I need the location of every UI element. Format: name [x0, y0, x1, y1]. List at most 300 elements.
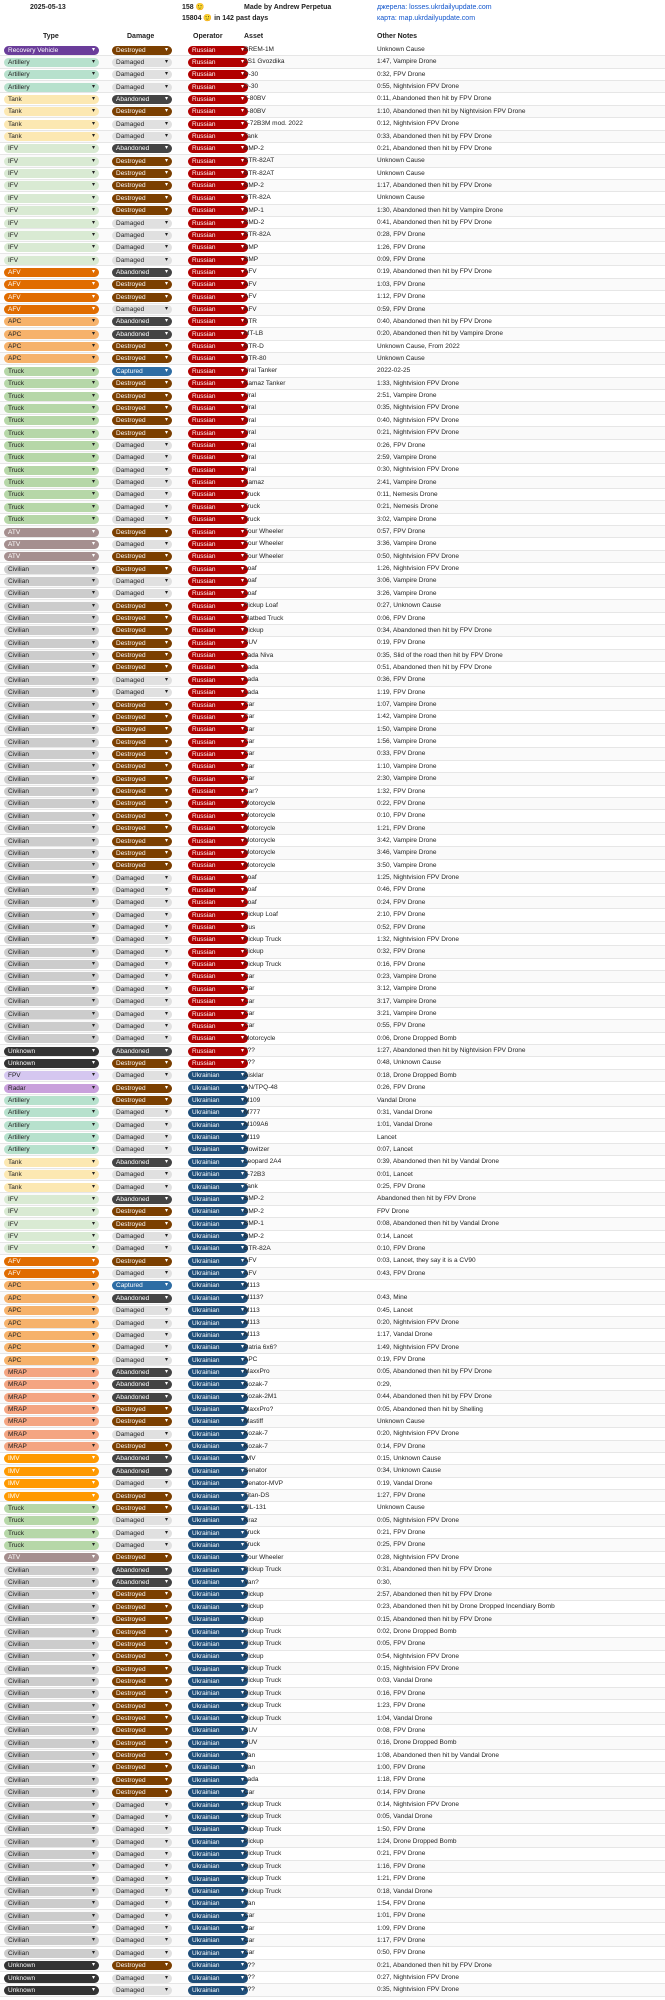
operator-dropdown[interactable]: Ukrainian ▾ [188, 1467, 248, 1476]
damage-dropdown[interactable]: Damaged ▾ [112, 1986, 172, 1995]
damage-dropdown[interactable]: Damaged ▾ [112, 1306, 172, 1315]
operator-dropdown[interactable]: Russian ▾ [188, 46, 248, 55]
type-dropdown[interactable]: Truck ▾ [4, 429, 99, 438]
operator-dropdown[interactable]: Russian ▾ [188, 874, 248, 883]
type-dropdown[interactable]: Civilian ▾ [4, 1010, 99, 1019]
type-dropdown[interactable]: APC ▾ [4, 1306, 99, 1315]
damage-dropdown[interactable]: Damaged ▾ [112, 132, 172, 141]
type-dropdown[interactable]: ATV ▾ [4, 1553, 99, 1562]
damage-dropdown[interactable]: Damaged ▾ [112, 1170, 172, 1179]
type-dropdown[interactable]: Unknown ▾ [4, 1059, 99, 1068]
damage-dropdown[interactable]: Destroyed ▾ [112, 1257, 172, 1266]
type-dropdown[interactable]: Tank ▾ [4, 132, 99, 141]
operator-dropdown[interactable]: Russian ▾ [188, 132, 248, 141]
type-dropdown[interactable]: Truck ▾ [4, 404, 99, 413]
type-dropdown[interactable]: Civilian ▾ [4, 972, 99, 981]
operator-dropdown[interactable]: Russian ▾ [188, 898, 248, 907]
operator-dropdown[interactable]: Ukrainian ▾ [188, 1899, 248, 1908]
type-dropdown[interactable]: Civilian ▾ [4, 565, 99, 574]
damage-dropdown[interactable]: Destroyed ▾ [112, 1590, 172, 1599]
damage-dropdown[interactable]: Damaged ▾ [112, 960, 172, 969]
damage-dropdown[interactable]: Damaged ▾ [112, 1010, 172, 1019]
type-dropdown[interactable]: Truck ▾ [4, 367, 99, 376]
operator-dropdown[interactable]: Russian ▾ [188, 651, 248, 660]
damage-dropdown[interactable]: Destroyed ▾ [112, 528, 172, 537]
damage-dropdown[interactable]: Destroyed ▾ [112, 1961, 172, 1970]
type-dropdown[interactable]: Truck ▾ [4, 392, 99, 401]
type-dropdown[interactable]: Tank ▾ [4, 1158, 99, 1167]
sources-link[interactable]: джерела: losses.ukrdailyupdate.com [377, 4, 492, 11]
operator-dropdown[interactable]: Russian ▾ [188, 120, 248, 129]
damage-dropdown[interactable]: Destroyed ▾ [112, 1652, 172, 1661]
operator-dropdown[interactable]: Ukrainian ▾ [188, 1665, 248, 1674]
damage-dropdown[interactable]: Damaged ▾ [112, 1974, 172, 1983]
operator-dropdown[interactable]: Ukrainian ▾ [188, 1628, 248, 1637]
operator-dropdown[interactable]: Ukrainian ▾ [188, 1936, 248, 1945]
type-dropdown[interactable]: Civilian ▾ [4, 725, 99, 734]
operator-dropdown[interactable]: Russian ▾ [188, 602, 248, 611]
type-dropdown[interactable]: Civilian ▾ [4, 1652, 99, 1661]
type-dropdown[interactable]: ATV ▾ [4, 540, 99, 549]
type-dropdown[interactable]: Unknown ▾ [4, 1047, 99, 1056]
damage-dropdown[interactable]: Destroyed ▾ [112, 1492, 172, 1501]
damage-dropdown[interactable]: Damaged ▾ [112, 1430, 172, 1439]
type-dropdown[interactable]: AFV ▾ [4, 293, 99, 302]
operator-dropdown[interactable]: Ukrainian ▾ [188, 1825, 248, 1834]
type-dropdown[interactable]: IFV ▾ [4, 243, 99, 252]
operator-dropdown[interactable]: Ukrainian ▾ [188, 1590, 248, 1599]
operator-dropdown[interactable]: Ukrainian ▾ [188, 1170, 248, 1179]
type-dropdown[interactable]: Civilian ▾ [4, 1776, 99, 1785]
damage-dropdown[interactable]: Damaged ▾ [112, 911, 172, 920]
operator-dropdown[interactable]: Russian ▾ [188, 305, 248, 314]
operator-dropdown[interactable]: Ukrainian ▾ [188, 1158, 248, 1167]
type-dropdown[interactable]: Civilian ▾ [4, 1726, 99, 1735]
damage-dropdown[interactable]: Destroyed ▾ [112, 799, 172, 808]
operator-dropdown[interactable]: Russian ▾ [188, 713, 248, 722]
damage-dropdown[interactable]: Damaged ▾ [112, 1022, 172, 1031]
damage-dropdown[interactable]: Damaged ▾ [112, 453, 172, 462]
damage-dropdown[interactable]: Destroyed ▾ [112, 342, 172, 351]
damage-dropdown[interactable]: Destroyed ▾ [112, 1677, 172, 1686]
damage-dropdown[interactable]: Destroyed ▾ [112, 181, 172, 190]
damage-dropdown[interactable]: Destroyed ▾ [112, 552, 172, 561]
operator-dropdown[interactable]: Russian ▾ [188, 663, 248, 672]
type-dropdown[interactable]: Civilian ▾ [4, 1875, 99, 1884]
damage-dropdown[interactable]: Damaged ▾ [112, 1232, 172, 1241]
damage-dropdown[interactable]: Damaged ▾ [112, 256, 172, 265]
type-dropdown[interactable]: Civilian ▾ [4, 713, 99, 722]
damage-dropdown[interactable]: Destroyed ▾ [112, 1059, 172, 1068]
damage-dropdown[interactable]: Abandoned ▾ [112, 317, 172, 326]
damage-dropdown[interactable]: Abandoned ▾ [112, 1047, 172, 1056]
type-dropdown[interactable]: IFV ▾ [4, 181, 99, 190]
operator-dropdown[interactable]: Ukrainian ▾ [188, 1850, 248, 1859]
type-dropdown[interactable]: IFV ▾ [4, 206, 99, 215]
operator-dropdown[interactable]: Russian ▾ [188, 676, 248, 685]
type-dropdown[interactable]: Unknown ▾ [4, 1986, 99, 1995]
operator-dropdown[interactable]: Russian ▾ [188, 923, 248, 932]
type-dropdown[interactable]: Civilian ▾ [4, 1838, 99, 1847]
operator-dropdown[interactable]: Ukrainian ▾ [188, 1912, 248, 1921]
type-dropdown[interactable]: IFV ▾ [4, 1232, 99, 1241]
damage-dropdown[interactable]: Destroyed ▾ [112, 1640, 172, 1649]
operator-dropdown[interactable]: Russian ▾ [188, 256, 248, 265]
damage-dropdown[interactable]: Destroyed ▾ [112, 1504, 172, 1513]
damage-dropdown[interactable]: Damaged ▾ [112, 1244, 172, 1253]
type-dropdown[interactable]: Civilian ▾ [4, 923, 99, 932]
damage-dropdown[interactable]: Damaged ▾ [112, 515, 172, 524]
type-dropdown[interactable]: APC ▾ [4, 1319, 99, 1328]
type-dropdown[interactable]: Artillery ▾ [4, 1121, 99, 1130]
damage-dropdown[interactable]: Damaged ▾ [112, 1924, 172, 1933]
damage-dropdown[interactable]: Destroyed ▾ [112, 354, 172, 363]
damage-dropdown[interactable]: Damaged ▾ [112, 1319, 172, 1328]
operator-dropdown[interactable]: Russian ▾ [188, 194, 248, 203]
operator-dropdown[interactable]: Ukrainian ▾ [188, 1417, 248, 1426]
operator-dropdown[interactable]: Ukrainian ▾ [188, 1553, 248, 1562]
type-dropdown[interactable]: Truck ▾ [4, 503, 99, 512]
operator-dropdown[interactable]: Russian ▾ [188, 379, 248, 388]
operator-dropdown[interactable]: Ukrainian ▾ [188, 1319, 248, 1328]
type-dropdown[interactable]: Truck ▾ [4, 416, 99, 425]
operator-dropdown[interactable]: Russian ▾ [188, 231, 248, 240]
damage-dropdown[interactable]: Destroyed ▾ [112, 762, 172, 771]
type-dropdown[interactable]: Truck ▾ [4, 466, 99, 475]
damage-dropdown[interactable]: Destroyed ▾ [112, 614, 172, 623]
damage-dropdown[interactable]: Damaged ▾ [112, 58, 172, 67]
damage-dropdown[interactable]: Destroyed ▾ [112, 1084, 172, 1093]
type-dropdown[interactable]: Truck ▾ [4, 515, 99, 524]
operator-dropdown[interactable]: Russian ▾ [188, 948, 248, 957]
operator-dropdown[interactable]: Russian ▾ [188, 416, 248, 425]
operator-dropdown[interactable]: Russian ▾ [188, 466, 248, 475]
operator-dropdown[interactable]: Ukrainian ▾ [188, 1615, 248, 1624]
operator-dropdown[interactable]: Russian ▾ [188, 367, 248, 376]
type-dropdown[interactable]: Artillery ▾ [4, 70, 99, 79]
operator-dropdown[interactable]: Russian ▾ [188, 775, 248, 784]
operator-dropdown[interactable]: Russian ▾ [188, 342, 248, 351]
operator-dropdown[interactable]: Russian ▾ [188, 577, 248, 586]
operator-dropdown[interactable]: Russian ▾ [188, 268, 248, 277]
operator-dropdown[interactable]: Ukrainian ▾ [188, 1454, 248, 1463]
damage-dropdown[interactable]: Destroyed ▾ [112, 1603, 172, 1612]
type-dropdown[interactable]: Civilian ▾ [4, 911, 99, 920]
type-dropdown[interactable]: Civilian ▾ [4, 1813, 99, 1822]
operator-dropdown[interactable]: Russian ▾ [188, 107, 248, 116]
damage-dropdown[interactable]: Damaged ▾ [112, 1529, 172, 1538]
operator-dropdown[interactable]: Russian ▾ [188, 83, 248, 92]
type-dropdown[interactable]: AFV ▾ [4, 1269, 99, 1278]
type-dropdown[interactable]: Civilian ▾ [4, 1825, 99, 1834]
damage-dropdown[interactable]: Damaged ▾ [112, 243, 172, 252]
damage-dropdown[interactable]: Damaged ▾ [112, 1541, 172, 1550]
damage-dropdown[interactable]: Damaged ▾ [112, 898, 172, 907]
operator-dropdown[interactable]: Ukrainian ▾ [188, 1281, 248, 1290]
type-dropdown[interactable]: Civilian ▾ [4, 1603, 99, 1612]
operator-dropdown[interactable]: Russian ▾ [188, 219, 248, 228]
operator-dropdown[interactable]: Ukrainian ▾ [188, 1603, 248, 1612]
operator-dropdown[interactable]: Russian ▾ [188, 1022, 248, 1031]
type-dropdown[interactable]: MRAP ▾ [4, 1442, 99, 1451]
type-dropdown[interactable]: Civilian ▾ [4, 651, 99, 660]
type-dropdown[interactable]: AFV ▾ [4, 280, 99, 289]
operator-dropdown[interactable]: Ukrainian ▾ [188, 1689, 248, 1698]
operator-dropdown[interactable]: Russian ▾ [188, 354, 248, 363]
operator-dropdown[interactable]: Russian ▾ [188, 849, 248, 858]
operator-dropdown[interactable]: Ukrainian ▾ [188, 1442, 248, 1451]
operator-dropdown[interactable]: Russian ▾ [188, 280, 248, 289]
operator-dropdown[interactable]: Russian ▾ [188, 206, 248, 215]
operator-dropdown[interactable]: Russian ▾ [188, 528, 248, 537]
type-dropdown[interactable]: Truck ▾ [4, 490, 99, 499]
operator-dropdown[interactable]: Russian ▾ [188, 429, 248, 438]
damage-dropdown[interactable]: Destroyed ▾ [112, 738, 172, 747]
operator-dropdown[interactable]: Ukrainian ▾ [188, 1504, 248, 1513]
operator-dropdown[interactable]: Russian ▾ [188, 750, 248, 759]
damage-dropdown[interactable]: Destroyed ▾ [112, 404, 172, 413]
damage-dropdown[interactable]: Abandoned ▾ [112, 330, 172, 339]
damage-dropdown[interactable]: Destroyed ▾ [112, 1417, 172, 1426]
damage-dropdown[interactable]: Destroyed ▾ [112, 725, 172, 734]
damage-dropdown[interactable]: Abandoned ▾ [112, 95, 172, 104]
type-dropdown[interactable]: Civilian ▾ [4, 886, 99, 895]
operator-dropdown[interactable]: Ukrainian ▾ [188, 1776, 248, 1785]
operator-dropdown[interactable]: Ukrainian ▾ [188, 1838, 248, 1847]
type-dropdown[interactable]: Civilian ▾ [4, 997, 99, 1006]
operator-dropdown[interactable]: Ukrainian ▾ [188, 1702, 248, 1711]
operator-dropdown[interactable]: Ukrainian ▾ [188, 1269, 248, 1278]
type-dropdown[interactable]: MRAP ▾ [4, 1405, 99, 1414]
type-dropdown[interactable]: Truck ▾ [4, 478, 99, 487]
type-dropdown[interactable]: Civilian ▾ [4, 626, 99, 635]
damage-dropdown[interactable]: Destroyed ▾ [112, 1628, 172, 1637]
operator-dropdown[interactable]: Russian ▾ [188, 243, 248, 252]
damage-dropdown[interactable]: Damaged ▾ [112, 1183, 172, 1192]
type-dropdown[interactable]: Unknown ▾ [4, 1961, 99, 1970]
operator-dropdown[interactable]: Ukrainian ▾ [188, 1343, 248, 1352]
type-dropdown[interactable]: Truck ▾ [4, 441, 99, 450]
type-dropdown[interactable]: IFV ▾ [4, 1220, 99, 1229]
damage-dropdown[interactable]: Abandoned ▾ [112, 1578, 172, 1587]
operator-dropdown[interactable]: Russian ▾ [188, 95, 248, 104]
damage-dropdown[interactable]: Destroyed ▾ [112, 1207, 172, 1216]
type-dropdown[interactable]: Civilian ▾ [4, 1887, 99, 1896]
type-dropdown[interactable]: IFV ▾ [4, 231, 99, 240]
operator-dropdown[interactable]: Russian ▾ [188, 70, 248, 79]
type-dropdown[interactable]: IFV ▾ [4, 144, 99, 153]
operator-dropdown[interactable]: Russian ▾ [188, 762, 248, 771]
damage-dropdown[interactable]: Destroyed ▾ [112, 639, 172, 648]
type-dropdown[interactable]: Civilian ▾ [4, 935, 99, 944]
damage-dropdown[interactable]: Abandoned ▾ [112, 1393, 172, 1402]
damage-dropdown[interactable]: Destroyed ▾ [112, 651, 172, 660]
damage-dropdown[interactable]: Damaged ▾ [112, 589, 172, 598]
type-dropdown[interactable]: Civilian ▾ [4, 750, 99, 759]
operator-dropdown[interactable]: Ukrainian ▾ [188, 1541, 248, 1550]
operator-dropdown[interactable]: Ukrainian ▾ [188, 1331, 248, 1340]
type-dropdown[interactable]: IFV ▾ [4, 1244, 99, 1253]
operator-dropdown[interactable]: Russian ▾ [188, 453, 248, 462]
type-dropdown[interactable]: Artillery ▾ [4, 58, 99, 67]
damage-dropdown[interactable]: Abandoned ▾ [112, 1566, 172, 1575]
operator-dropdown[interactable]: Russian ▾ [188, 404, 248, 413]
type-dropdown[interactable]: Civilian ▾ [4, 1034, 99, 1043]
operator-dropdown[interactable]: Russian ▾ [188, 490, 248, 499]
operator-dropdown[interactable]: Ukrainian ▾ [188, 1652, 248, 1661]
operator-dropdown[interactable]: Ukrainian ▾ [188, 1145, 248, 1154]
damage-dropdown[interactable]: Damaged ▾ [112, 1034, 172, 1043]
damage-dropdown[interactable]: Damaged ▾ [112, 1825, 172, 1834]
operator-dropdown[interactable]: Ukrainian ▾ [188, 1257, 248, 1266]
operator-dropdown[interactable]: Ukrainian ▾ [188, 1986, 248, 1995]
type-dropdown[interactable]: IMV ▾ [4, 1454, 99, 1463]
operator-dropdown[interactable]: Russian ▾ [188, 725, 248, 734]
type-dropdown[interactable]: Truck ▾ [4, 379, 99, 388]
damage-dropdown[interactable]: Damaged ▾ [112, 1071, 172, 1080]
type-dropdown[interactable]: Civilian ▾ [4, 849, 99, 858]
type-dropdown[interactable]: Civilian ▾ [4, 1665, 99, 1674]
damage-dropdown[interactable]: Destroyed ▾ [112, 861, 172, 870]
type-dropdown[interactable]: Civilian ▾ [4, 1936, 99, 1945]
type-dropdown[interactable]: Truck ▾ [4, 1529, 99, 1538]
damage-dropdown[interactable]: Destroyed ▾ [112, 1751, 172, 1760]
type-dropdown[interactable]: Recovery Vehicle ▾ [4, 46, 99, 55]
damage-dropdown[interactable]: Abandoned ▾ [112, 1380, 172, 1389]
type-dropdown[interactable]: Civilian ▾ [4, 1949, 99, 1958]
operator-dropdown[interactable]: Ukrainian ▾ [188, 1183, 248, 1192]
damage-dropdown[interactable]: Damaged ▾ [112, 1887, 172, 1896]
type-dropdown[interactable]: Civilian ▾ [4, 1714, 99, 1723]
operator-dropdown[interactable]: Ukrainian ▾ [188, 1368, 248, 1377]
operator-dropdown[interactable]: Ukrainian ▾ [188, 1714, 248, 1723]
type-dropdown[interactable]: MRAP ▾ [4, 1417, 99, 1426]
operator-dropdown[interactable]: Russian ▾ [188, 392, 248, 401]
type-dropdown[interactable]: Civilian ▾ [4, 1615, 99, 1624]
damage-dropdown[interactable]: Damaged ▾ [112, 305, 172, 314]
type-dropdown[interactable]: Civilian ▾ [4, 762, 99, 771]
type-dropdown[interactable]: IMV ▾ [4, 1492, 99, 1501]
damage-dropdown[interactable]: Damaged ▾ [112, 1912, 172, 1921]
type-dropdown[interactable]: Civilian ▾ [4, 1924, 99, 1933]
operator-dropdown[interactable]: Ukrainian ▾ [188, 1244, 248, 1253]
damage-dropdown[interactable]: Destroyed ▾ [112, 416, 172, 425]
type-dropdown[interactable]: Civilian ▾ [4, 1628, 99, 1637]
type-dropdown[interactable]: Civilian ▾ [4, 614, 99, 623]
damage-dropdown[interactable]: Destroyed ▾ [112, 1405, 172, 1414]
damage-dropdown[interactable]: Destroyed ▾ [112, 775, 172, 784]
operator-dropdown[interactable]: Ukrainian ▾ [188, 1751, 248, 1760]
operator-dropdown[interactable]: Russian ▾ [188, 1047, 248, 1056]
operator-dropdown[interactable]: Ukrainian ▾ [188, 1887, 248, 1896]
type-dropdown[interactable]: Artillery ▾ [4, 1145, 99, 1154]
operator-dropdown[interactable]: Russian ▾ [188, 503, 248, 512]
operator-dropdown[interactable]: Ukrainian ▾ [188, 1207, 248, 1216]
type-dropdown[interactable]: Civilian ▾ [4, 824, 99, 833]
operator-dropdown[interactable]: Ukrainian ▾ [188, 1949, 248, 1958]
type-dropdown[interactable]: Civilian ▾ [4, 577, 99, 586]
type-dropdown[interactable]: Tank ▾ [4, 1170, 99, 1179]
damage-dropdown[interactable]: Damaged ▾ [112, 1838, 172, 1847]
operator-dropdown[interactable]: Russian ▾ [188, 960, 248, 969]
operator-dropdown[interactable]: Ukrainian ▾ [188, 1974, 248, 1983]
type-dropdown[interactable]: Civilian ▾ [4, 861, 99, 870]
operator-dropdown[interactable]: Russian ▾ [188, 812, 248, 821]
operator-dropdown[interactable]: Russian ▾ [188, 515, 248, 524]
type-dropdown[interactable]: Civilian ▾ [4, 1739, 99, 1748]
operator-dropdown[interactable]: Ukrainian ▾ [188, 1380, 248, 1389]
damage-dropdown[interactable]: Destroyed ▾ [112, 1726, 172, 1735]
type-dropdown[interactable]: Civilian ▾ [4, 688, 99, 697]
type-dropdown[interactable]: Civilian ▾ [4, 589, 99, 598]
type-dropdown[interactable]: IFV ▾ [4, 219, 99, 228]
operator-dropdown[interactable]: Ukrainian ▾ [188, 1516, 248, 1525]
damage-dropdown[interactable]: Damaged ▾ [112, 441, 172, 450]
operator-dropdown[interactable]: Ukrainian ▾ [188, 1640, 248, 1649]
type-dropdown[interactable]: IFV ▾ [4, 1195, 99, 1204]
operator-dropdown[interactable]: Ukrainian ▾ [188, 1739, 248, 1748]
type-dropdown[interactable]: MRAP ▾ [4, 1393, 99, 1402]
damage-dropdown[interactable]: Destroyed ▾ [112, 392, 172, 401]
damage-dropdown[interactable]: Damaged ▾ [112, 120, 172, 129]
type-dropdown[interactable]: Civilian ▾ [4, 812, 99, 821]
damage-dropdown[interactable]: Abandoned ▾ [112, 1368, 172, 1377]
damage-dropdown[interactable]: Destroyed ▾ [112, 812, 172, 821]
operator-dropdown[interactable]: Russian ▾ [188, 985, 248, 994]
operator-dropdown[interactable]: Russian ▾ [188, 441, 248, 450]
damage-dropdown[interactable]: Damaged ▾ [112, 1899, 172, 1908]
damage-dropdown[interactable]: Damaged ▾ [112, 70, 172, 79]
type-dropdown[interactable]: Civilian ▾ [4, 960, 99, 969]
damage-dropdown[interactable]: Damaged ▾ [112, 923, 172, 932]
operator-dropdown[interactable]: Ukrainian ▾ [188, 1195, 248, 1204]
damage-dropdown[interactable]: Damaged ▾ [112, 1145, 172, 1154]
damage-dropdown[interactable]: Destroyed ▾ [112, 379, 172, 388]
damage-dropdown[interactable]: Destroyed ▾ [112, 429, 172, 438]
type-dropdown[interactable]: APC ▾ [4, 1294, 99, 1303]
operator-dropdown[interactable]: Russian ▾ [188, 614, 248, 623]
type-dropdown[interactable]: APC ▾ [4, 317, 99, 326]
damage-dropdown[interactable]: Destroyed ▾ [112, 194, 172, 203]
type-dropdown[interactable]: APC ▾ [4, 1356, 99, 1365]
operator-dropdown[interactable]: Russian ▾ [188, 972, 248, 981]
damage-dropdown[interactable]: Destroyed ▾ [112, 1220, 172, 1229]
damage-dropdown[interactable]: Damaged ▾ [112, 1850, 172, 1859]
damage-dropdown[interactable]: Damaged ▾ [112, 676, 172, 685]
type-dropdown[interactable]: MRAP ▾ [4, 1430, 99, 1439]
type-dropdown[interactable]: Civilian ▾ [4, 1788, 99, 1797]
type-dropdown[interactable]: Truck ▾ [4, 453, 99, 462]
damage-dropdown[interactable]: Destroyed ▾ [112, 280, 172, 289]
operator-dropdown[interactable]: Russian ▾ [188, 799, 248, 808]
damage-dropdown[interactable]: Destroyed ▾ [112, 565, 172, 574]
damage-dropdown[interactable]: Destroyed ▾ [112, 626, 172, 635]
operator-dropdown[interactable]: Ukrainian ▾ [188, 1677, 248, 1686]
operator-dropdown[interactable]: Russian ▾ [188, 330, 248, 339]
damage-dropdown[interactable]: Destroyed ▾ [112, 1788, 172, 1797]
operator-dropdown[interactable]: Ukrainian ▾ [188, 1071, 248, 1080]
damage-dropdown[interactable]: Destroyed ▾ [112, 849, 172, 858]
damage-dropdown[interactable]: Damaged ▾ [112, 874, 172, 883]
damage-dropdown[interactable]: Destroyed ▾ [112, 1442, 172, 1451]
damage-dropdown[interactable]: Damaged ▾ [112, 1121, 172, 1130]
type-dropdown[interactable]: Civilian ▾ [4, 1763, 99, 1772]
operator-dropdown[interactable]: Russian ▾ [188, 157, 248, 166]
damage-dropdown[interactable]: Damaged ▾ [112, 231, 172, 240]
damage-dropdown[interactable]: Abandoned ▾ [112, 1454, 172, 1463]
operator-dropdown[interactable]: Russian ▾ [188, 787, 248, 796]
operator-dropdown[interactable]: Ukrainian ▾ [188, 1356, 248, 1365]
